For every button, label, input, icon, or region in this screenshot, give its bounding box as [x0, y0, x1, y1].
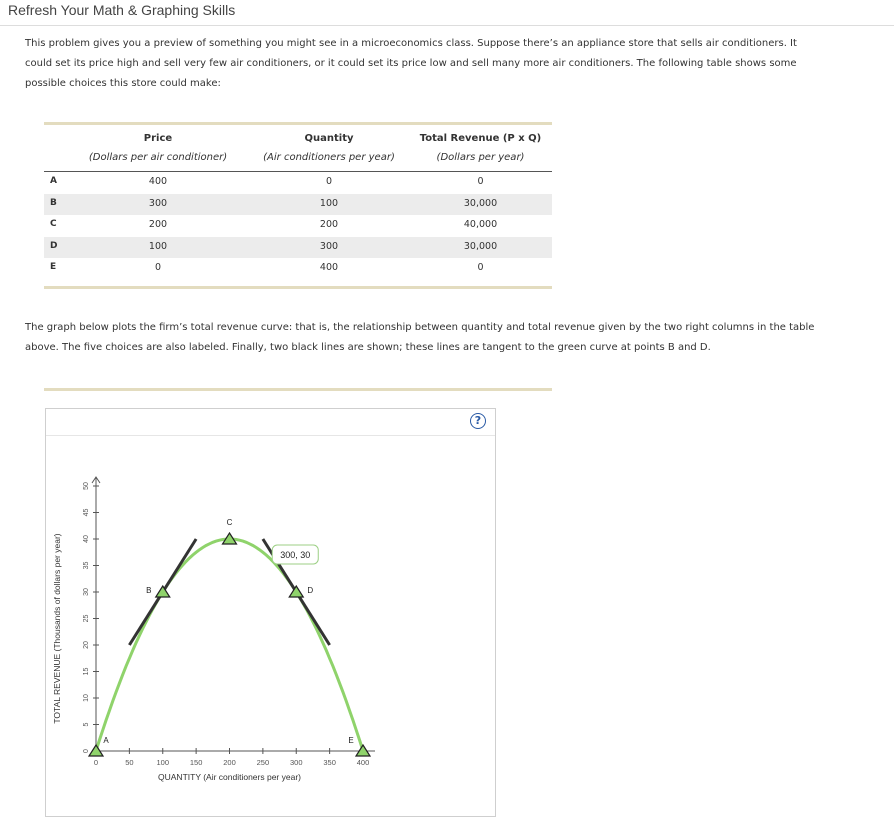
table-row: [44, 172, 552, 194]
x-tick-label: 300: [289, 758, 303, 767]
cell-price: 300: [148, 197, 168, 209]
cell-quantity: 0: [325, 176, 333, 187]
x-tick-label: 350: [323, 758, 336, 767]
cell-quantity: 400: [319, 262, 339, 274]
point-d-marker[interactable]: [289, 586, 303, 597]
cell-price: 0: [154, 262, 162, 274]
x-tick-label: 0: [93, 758, 99, 767]
y-tick-label: 50: [83, 482, 90, 490]
graph-panel: [45, 408, 496, 817]
x-tick-label: 50: [125, 758, 134, 767]
x-tick-label: 100: [156, 758, 170, 767]
cell-price: 100: [148, 240, 168, 252]
cell-quantity: 200: [319, 219, 339, 231]
cell-revenue: 0: [477, 176, 484, 187]
cell-quantity: 100: [319, 197, 339, 209]
row-label: D: [50, 240, 58, 251]
row-label: E: [50, 262, 57, 273]
y-tick-label: 25: [83, 614, 90, 623]
table-row: [44, 237, 552, 259]
y-tick-label: 40: [83, 535, 90, 543]
graph-description: The graph below plots the firm’s total revenue curve: that is, the relationship between quantity and total revenue given by the two right columns in the table above. The five choices are also labeled. Finally, two black lines are shown; these lines are tangent to the green curve at points B and D.: [25, 322, 815, 353]
cell-price: 200: [148, 219, 168, 231]
table-bottom-rule: [44, 286, 552, 289]
table-row: [44, 215, 552, 237]
total-revenue-curve: [96, 539, 363, 751]
graph-top-rule: [44, 388, 552, 391]
cell-price: 400: [148, 176, 168, 187]
row-label: B: [50, 197, 57, 208]
col-title-price: Price: [143, 133, 173, 144]
tooltip-text: 300, 30: [280, 550, 311, 560]
x-axis-title: QUANTITY (Air conditioners per year): [158, 772, 301, 782]
y-tick-label: 45: [83, 508, 90, 517]
graph-toolbar: [46, 409, 495, 436]
col-title-revenue: Total Revenue (P x Q): [419, 133, 542, 144]
table-row: [44, 258, 552, 280]
y-tick-label: 30: [83, 588, 90, 596]
col-sub-quantity: (Air conditioners per year): [263, 152, 395, 163]
intro-paragraph: This problem gives you a preview of something you might see in a microeconomics class. Suppose there’s an appliance store that sells air conditioners. It could set its price high and sell very few air conditioners, or it could set its price low and sell many more air conditioners. The following table shows some possible choices this store could make:: [25, 38, 797, 89]
revenue-chart: [46, 436, 495, 816]
help-icon[interactable]: ?: [470, 413, 486, 429]
cell-revenue: 40,000: [463, 219, 498, 231]
y-tick-label: 10: [83, 694, 90, 702]
cell-revenue: 30,000: [463, 197, 498, 209]
col-title-quantity: Quantity: [304, 133, 354, 144]
point-c-label: C: [226, 518, 233, 527]
x-tick-label: 150: [189, 758, 203, 767]
y-axis-title: TOTAL REVENUE (Thousands of dollars per year): [52, 533, 62, 724]
y-tick-label: 0: [83, 749, 90, 753]
row-label: A: [50, 176, 57, 186]
app-title: Refresh Your Math & Graphing Skills: [8, 2, 236, 18]
cell-revenue: 0: [477, 262, 484, 274]
cell-quantity: 300: [319, 240, 339, 252]
table-row: [44, 194, 552, 216]
y-tick-label: 35: [83, 561, 90, 570]
point-a-label: A: [103, 736, 109, 745]
col-sub-price: (Dollars per air conditioner): [88, 152, 228, 163]
row-label: C: [50, 219, 57, 230]
point-b-label: B: [146, 586, 152, 595]
x-tick-label: 400: [356, 758, 370, 767]
y-tick-label: 20: [83, 641, 90, 649]
x-tick-label: 200: [223, 758, 236, 767]
x-tick-label: 250: [256, 758, 270, 767]
point-e-label: E: [348, 736, 354, 745]
top-bar: [0, 0, 894, 26]
col-sub-revenue: (Dollars per year): [436, 152, 525, 163]
cell-revenue: 30,000: [463, 240, 498, 252]
y-tick-label: 5: [83, 722, 90, 727]
choices-table: [44, 122, 552, 289]
point-b-marker[interactable]: [156, 586, 170, 597]
y-tick-label: 15: [83, 667, 90, 676]
point-d-label: D: [307, 586, 314, 595]
table-header: [44, 125, 552, 172]
